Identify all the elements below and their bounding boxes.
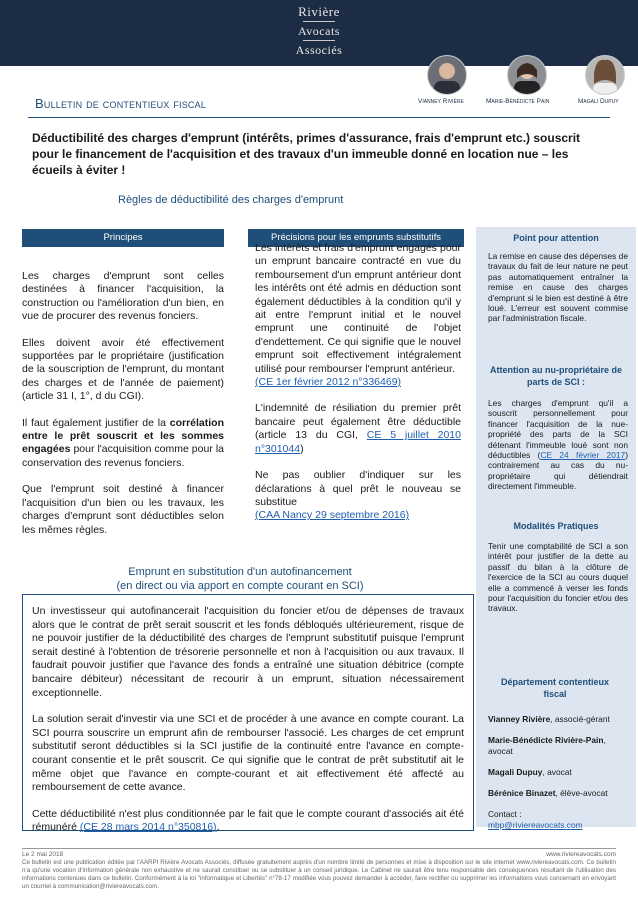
person-name: Vianney Rivière	[418, 98, 464, 105]
paragraph: Les charges d'emprunt sont celles destinées à financer l'acquisition, la construction ou l'amélioration d'un bien, en vue de procurer des revenus fonciers.	[22, 270, 224, 323]
department-title: Département contentieux fiscal	[500, 677, 610, 699]
paragraph: Les intérêts et frais d'emprunt engagés pour un emprunt bancaire contracté en vue du remboursement d'un emprunt antérieur dont les intérêts ont été admis en déduction sont également déductibles à la condition qu'il y ait entre l'emprunt initial et le nouvel emprunt une continuité de l'objet d'endettement. Ce qui signifie que le nouvel emprunt soit effectivement intégralement utilisé pour rembourser l'emprunt antérieur. (CE 1er février 2012 n°336469)	[255, 242, 461, 389]
logo-divider	[303, 40, 335, 41]
substitution-title: Emprunt en substitution d'un autofinancement (en direct ou via apport en compte courant en SCI)	[116, 566, 364, 592]
paragraph: Cette déductibilité n'est plus conditionnée par le fait que le compte courant d'associés ait été rémunéré (CE 28 mars 2014 n°350816).	[32, 807, 464, 834]
attention-text: La remise en cause des dépenses de travaux du fait de leur nature ne peut pas automatiquement entraîner la remise en cause des charges d'emprunt si le bien est destiné à être loué. L'erreur est souvent commise par l'administration fiscale.	[488, 251, 628, 324]
footer-disclaimer: Ce bulletin est une publication éditée par l'AARPI Rivière Avocats Associés, diffusée gratuitement auprès d'un nombre limité de personnes et mise à disposition sur le site internet www.riviereavocats.com. Ce bulletin n'a qu'une vocation d'information générale non exhaustive et ne saurait constituer ou se substituer à un conseil juridique. Le Cabinet ne saurait être tenu responsable des conséquences résultant de l'utilisation des informations contenues dans ce bulletin. Conformément à la loi "informatique et Libertés" n°78-17 modifiée vous pouvez demander à accéder, faire rectifier ou supprimer les informations vous concernant en envoyant un courriel à communication@riviereavocats.com.	[22, 859, 616, 890]
contact-item: Vianney Rivière, associé-gérant	[488, 714, 610, 724]
person-name: Marie-Bénédicte Pain	[486, 98, 550, 105]
principes-header: Principes	[22, 229, 224, 247]
avatar	[427, 55, 467, 95]
person-icon	[586, 56, 624, 94]
bulletin-title: Bulletin de contentieux fiscal	[35, 96, 207, 111]
attention-title: Point pour attention	[513, 233, 599, 243]
modalites-title: Modalités Pratiques	[513, 521, 599, 531]
paragraph: L'indemnité de résiliation du premier prêt bancaire peut également être déductible (article 13 du CGI, CE 5 juillet 2010 n°301044)	[255, 402, 461, 455]
logo-line-1: Rivière	[298, 4, 340, 19]
page-title: Déductibilité des charges d'emprunt (intérêts, primes d'assurance, frais d'emprunt etc.) souscrit pour le financement de l'acquisition et des travaux d'un immeuble donné en location nue – les écueils à éviter !	[32, 131, 581, 177]
paragraph: Il faut également justifier de la corrélation entre le prêt souscrit et les sommes engagées pour l'acquisition comme pour la conservation des revenus fonciers.	[22, 416, 224, 469]
nu-proprietaire-text: Les charges d'emprunt qu'il a souscrit personnellement pour financer l'acquisition de la nue-propriété des parts de la SCI détenant l'immeuble loué sont non déductibles (CE 24 février 2017) contrairement au cas du nu-propriétaire qui détiendrait directement l'immeuble.	[488, 398, 628, 492]
contact-item: Magali Dupuy, avocat	[488, 767, 572, 777]
contact-list	[488, 714, 628, 831]
avatar	[585, 55, 625, 95]
footer-date: Le 2 mai 2018	[22, 851, 64, 858]
substitution-text	[32, 605, 464, 835]
logo-line-3: Associés	[295, 43, 343, 57]
case-link[interactable]: CE 24 février 2017	[540, 450, 626, 461]
person-icon	[508, 56, 546, 94]
logo-divider	[303, 21, 335, 22]
contact-item: Marie-Bénédicte Rivière-Pain, avocat	[488, 735, 606, 756]
avatar	[507, 55, 547, 95]
section-title: Règles de déductibilité des charges d'emprunt	[118, 194, 344, 206]
contact-label: Contact :	[488, 809, 522, 819]
case-link[interactable]: (CE 1er février 2012 n°336469)	[255, 376, 402, 389]
person-icon	[428, 56, 466, 94]
case-link[interactable]: (CE 28 mars 2014 n°350816)	[79, 821, 217, 834]
paragraph: Ne pas oublier d'indiquer sur les déclarations à quel prêt le nouveau se substitue (CAA Nancy 29 septembre 2016)	[255, 469, 461, 522]
case-link[interactable]: CE 5 juillet 2010 n°301044	[255, 429, 461, 455]
contact-email-link[interactable]: mbp@riviereavocats.com	[488, 820, 583, 830]
divider	[28, 117, 610, 118]
precisions-column	[255, 242, 461, 536]
person-name: Magali Dupuy	[578, 98, 619, 105]
principes-column	[22, 270, 224, 550]
nu-proprietaire-title: Attention au nu-propriétaire de parts de SCI :	[489, 365, 622, 387]
paragraph: Un investisseur qui autofinancerait l'acquisition du foncier et/ou de dépenses de travaux alors que le contrat de prêt serait souscrit et les fonds débloqués ultérieurement, risque de ne pouvoir justifier de la déductibilité des charges de l'emprunt substitutif puisque l'emprunt serait destiné à l'obtention de trésorerie personnelle et non à l'acquisition ou aux travaux. Il faudrait pouvoir justifier que l'avance des fonds a entraîné une situation débitrice (compte bancaire débiteur) nécessitant de recourir à un emprunt, situation nécessairement exceptionnelle.	[32, 605, 464, 699]
logo-line-2: Avocats	[298, 24, 340, 38]
footer-url[interactable]: www.riviereavocats.com	[546, 851, 616, 858]
modalites-text: Tenir une comptabilité de SCI a son intérêt pour justifier de la dette au passif du bilan à la clôture de l'exercice de la SCI au cours duquel elle a commencé à verser les fonds pour l'acquisition du foncier et/ou des travaux.	[488, 541, 628, 614]
paragraph: Que l'emprunt soit destiné à financer l'acquisition d'un bien ou les travaux, les charges d'emprunt sont déductibles selon les mêmes règles.	[22, 483, 224, 536]
footer-divider	[22, 848, 616, 849]
paragraph: Elles doivent avoir été effectivement supportées par le propriétaire (justification de la souscription de l'emprunt, du montant des charges et de l'année de paiement) (article 31 I, 1°, d du CGI).	[22, 336, 224, 403]
case-link[interactable]: (CAA Nancy 29 septembre 2016)	[255, 509, 410, 522]
paragraph: La solution serait d'investir via une SCI et de procéder à une avance en compte courant. La SCI pourra souscrire un emprunt afin de rembourser l'associé. Les charges de cet emprunt substitutif seront déductibles si la SCI justifie de la continuité entre l'avance en compte-courant consentie et le prêt souscrit. Ce qui signifie que le contrat de prêt substitutif ait le même objet que l'avance en compte-courant et ait effectivement été affecté au remboursement de cette avance.	[32, 713, 464, 794]
contact-item: Bérénice Binazet, élève-avocat	[488, 788, 608, 798]
precisions-header: Précisions pour les emprunts substitutifs	[248, 229, 464, 247]
